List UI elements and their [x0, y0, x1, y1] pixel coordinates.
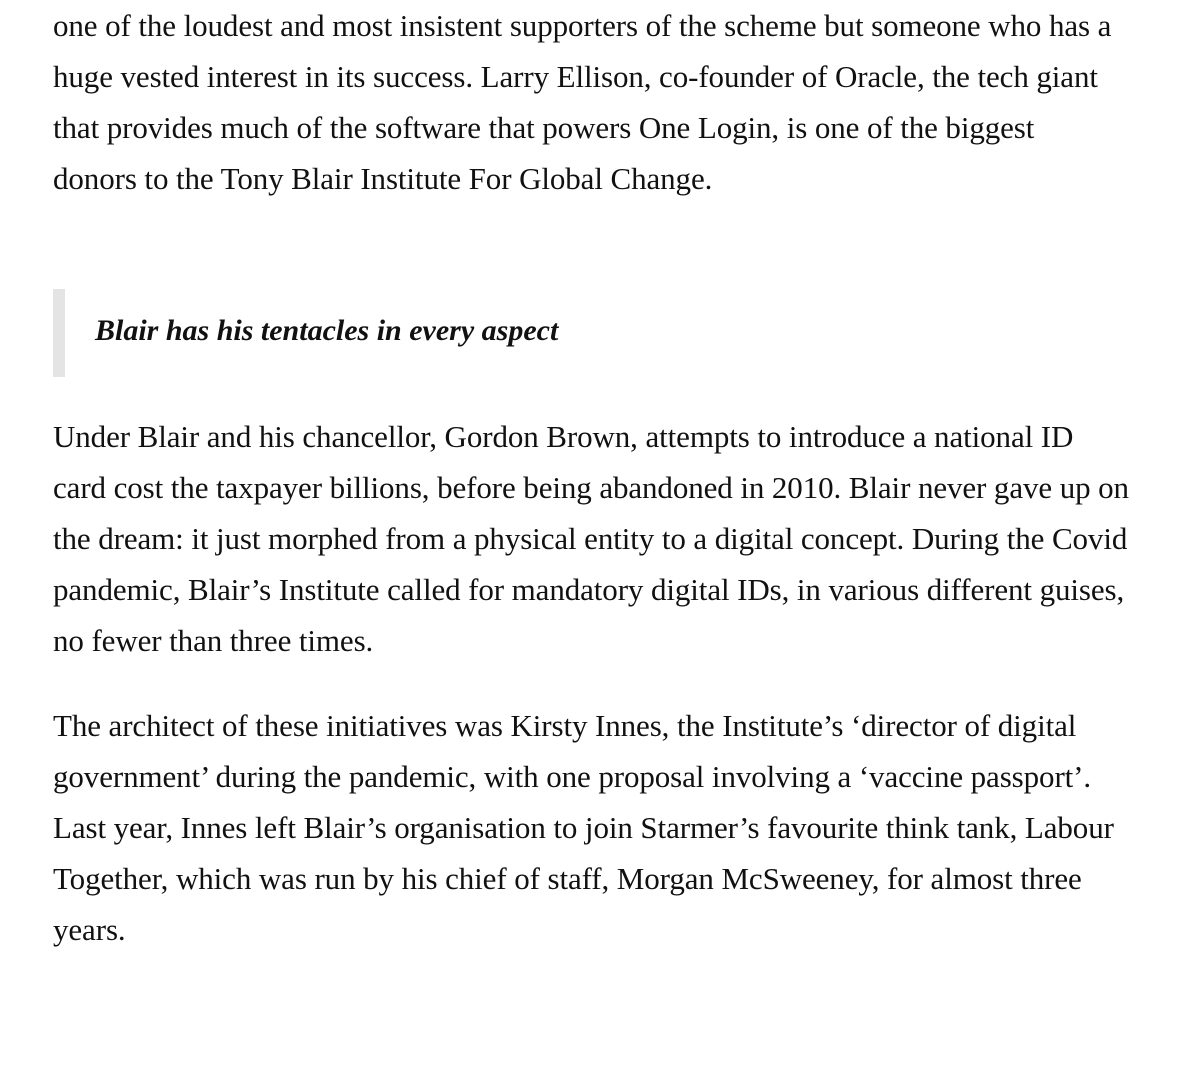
pullquote-text: Blair has his tentacles in every aspect [95, 314, 559, 347]
article-paragraph: Under Blair and his chancellor, Gordon Brown, attempts to introduce a national ID card cost the taxpayer billions, before being abandoned in 2010. Blair never gave up on the dream: it just morphed from a physical entity to a digital concept. During the Covid pandemic, Blair’s Institute called for mandatory digital IDs, in various different guises, no fewer than three times. [53, 419, 1129, 658]
pullquote [53, 289, 1123, 377]
article-paragraph: one of the loudest and most insistent supporters of the scheme but someone who has a huge vested interest in its success. Larry Ellison, co-founder of Oracle, the tech giant that provides much of the software that powers One Login, is one of the biggest donors to the Tony Blair Institute For Global Change. [53, 8, 1112, 196]
article-paragraph: The architect of these initiatives was Kirsty Innes, the Institute’s ‘director of digital government’ during the pandemic, with one proposal involving a ‘vaccine passport’. Last year, Innes left Blair’s organisation to join Starmer’s favourite think tank, Labour Together, which was run by his chief of staff, Morgan McSweeney, for almost three years. [53, 708, 1114, 947]
